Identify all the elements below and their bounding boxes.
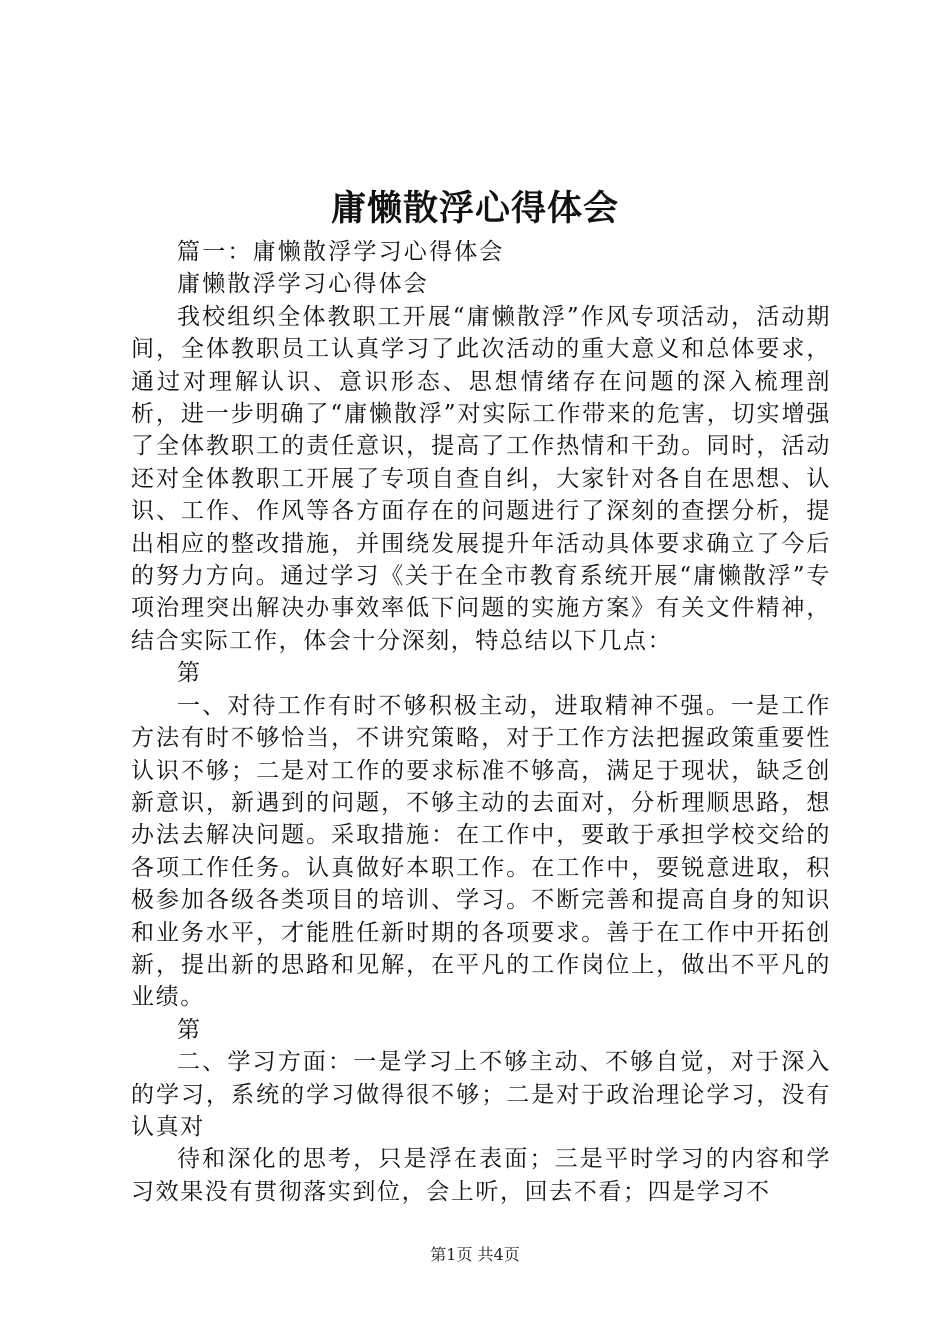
document-title: 庸懒散浮心得体会 — [330, 188, 619, 229]
subsection-heading: 庸懒散浮学习心得体会 — [177, 271, 429, 298]
section-heading: 篇一：庸懒散浮学习心得体会 — [177, 239, 505, 265]
body-paragraph: 二、学习方面：一是学习上不够主动、不够自觉，对于深入的学习，系统的学习做得很不够；二是对于政治理论学习，没有认真对 — [131, 1049, 831, 1140]
page-footer: 第1页 共4页 — [430, 1245, 520, 1264]
body-paragraph: 一、对待工作有时不够积极主动，进取精神不强。一是工作方法有时不够恰当，不讲究策略，对于工作方法把握政策重要性认识不够；二是对工作的要求标准不够高，满足于现状，缺乏创新意识，新遇到的问题，不够主动的去面对，分析理顺思路，想办法去解决问题。采取措施：在工作中，要敢于承担学校交给的各项工作任务。认真做好本职工作。在工作中，要锐意进取，积极参加各级各类项目的培训、学习。不断完善和提高自身的知识和业务水平，才能胜任新时期的各项要求。善于在工作中开拓创新，提出新的思路和见解，在平凡的工作岗位上，做出不平凡的业绩。 — [131, 692, 831, 1011]
body-paragraph: 待和深化的思考，只是浮在表面；三是平时学习的内容和学习效果没有贯彻落实到位，会上听，回去不看；四是学习不 — [131, 1146, 831, 1205]
document-body — [131, 236, 831, 1208]
body-paragraph: 我校组织全体教职工开展“庸懒散浮”作风专项活动，活动期间，全体教职员工认真学习了此次活动的重大意义和总体要求，通过对理解认识、意识形态、思想情绪存在问题的深入梳理剖析，进一步明确了“庸懒散浮”对实际工作带来的危害，切实增强了全体教职工的责任意识，提高了工作热情和干劲。同时，活动还对全体教职工开展了专项自查自纠，大家针对各自在思想、认识、工作、作风等各方面存在的问题进行了深刻的查摆分析，提出相应的整改措施，并围绕发展提升年活动具体要求确立了今后的努力方向。通过学习《关于在全市教育系统开展“庸懒散浮”专项治理突出解决办事效率低下问题的实施方案》有关文件精神，结合实际工作，体会十分深刻，特总结以下几点： — [131, 303, 831, 654]
section-marker: 第 — [177, 1016, 203, 1043]
section-marker: 第 — [177, 660, 203, 687]
